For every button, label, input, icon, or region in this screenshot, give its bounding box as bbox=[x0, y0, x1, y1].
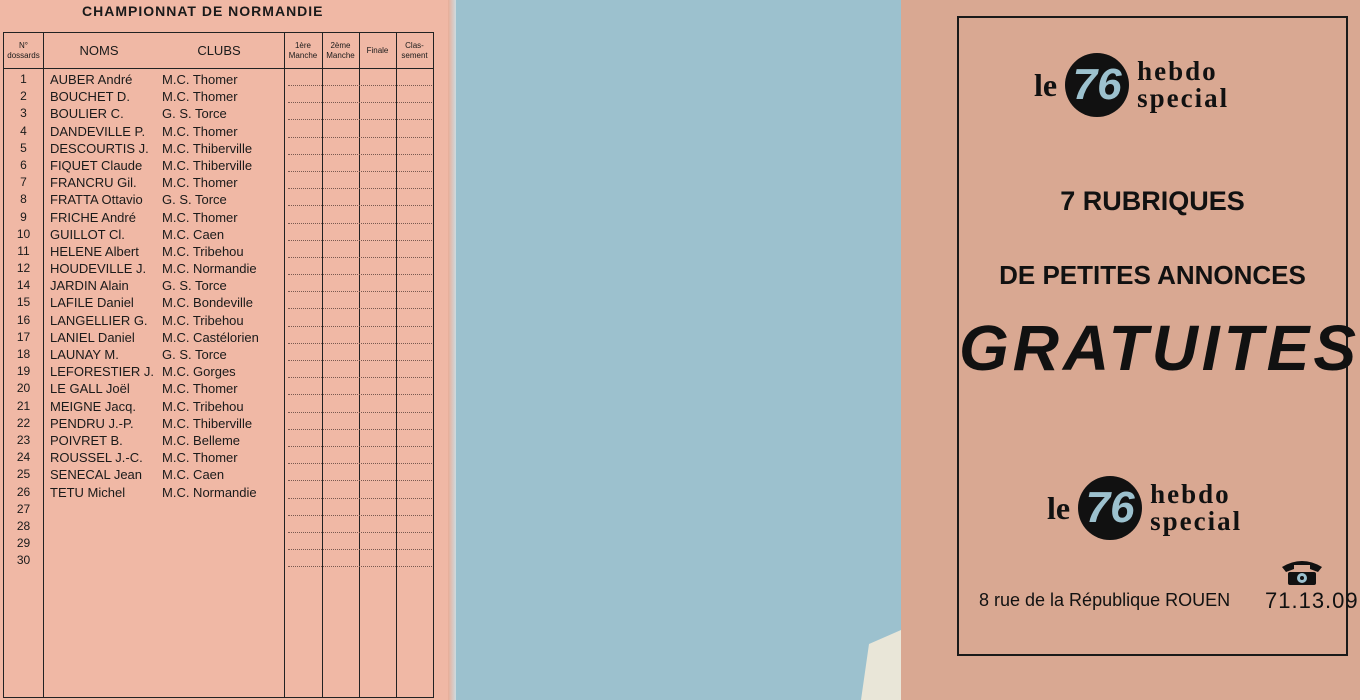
header-clubs: CLUBS bbox=[197, 43, 241, 58]
rider-name: DESCOURTIS J. bbox=[50, 140, 149, 156]
address: 8 rue de la République ROUEN bbox=[979, 590, 1231, 610]
rider-club: M.C. Thomer bbox=[162, 381, 238, 397]
rider-name: FRATTA Ottavio bbox=[50, 192, 143, 208]
table-row bbox=[4, 277, 433, 294]
rider-name: FRANCRU Gil. bbox=[50, 175, 137, 191]
header-classement: Clas- sement bbox=[401, 40, 428, 60]
page-corner bbox=[861, 630, 901, 700]
table-row bbox=[4, 88, 433, 105]
rider-name: AUBER André bbox=[50, 72, 133, 87]
table-row bbox=[4, 501, 433, 518]
rider-name: PENDRU J.-P. bbox=[50, 415, 134, 431]
telephone-icon bbox=[1280, 559, 1324, 587]
rider-name: BOULIER C. bbox=[50, 106, 124, 122]
page-title: CHAMPIONNAT DE NORMANDIE bbox=[82, 3, 324, 19]
dossard-number: 3 bbox=[20, 106, 27, 121]
dossard-number: 18 bbox=[16, 347, 31, 361]
header-manche2: 2ème Manche bbox=[326, 40, 355, 60]
right-page bbox=[456, 0, 1360, 700]
rider-club: M.C. Belleme bbox=[162, 432, 241, 448]
registration-table bbox=[3, 32, 434, 698]
table-row bbox=[4, 226, 433, 243]
rider-name: ROUSSEL J.-C. bbox=[50, 450, 143, 466]
table-row bbox=[4, 346, 433, 363]
dossard-number: 20 bbox=[16, 381, 31, 396]
dossard-number: 19 bbox=[16, 364, 31, 379]
table-row bbox=[4, 518, 433, 535]
table-row bbox=[4, 105, 433, 122]
dossard-number: 27 bbox=[16, 501, 31, 516]
rider-club: M.C. Thomer bbox=[162, 123, 238, 139]
dossard-number: 11 bbox=[17, 243, 30, 258]
rider-name: LEFORESTIER J. bbox=[50, 364, 155, 380]
rider-name: FIQUET Claude bbox=[50, 157, 143, 173]
rider-club: M.C. Tribehou bbox=[162, 243, 244, 259]
table-row bbox=[4, 466, 433, 483]
logo-76-badge: 76 bbox=[1065, 53, 1129, 117]
rider-club: M.C. Thomer bbox=[162, 175, 238, 191]
rider-club: M.C. Caen bbox=[162, 467, 225, 483]
headline-rubriques: 7 RUBRIQUES bbox=[1060, 186, 1245, 216]
dossard-number: 29 bbox=[16, 536, 31, 551]
dossard-number: 28 bbox=[16, 518, 31, 533]
rider-club: M.C. Caen bbox=[162, 226, 225, 242]
table-row bbox=[4, 191, 433, 208]
rider-club: M.C. Thomer bbox=[162, 89, 238, 105]
dossard-number: 21 bbox=[16, 398, 31, 413]
dossard-number: 15 bbox=[16, 295, 31, 310]
dossard-number: 17 bbox=[16, 329, 31, 344]
rider-club: M.C. Thomer bbox=[162, 450, 238, 466]
rider-club: G. S. Torce bbox=[162, 106, 227, 122]
dossard-number: 23 bbox=[16, 432, 31, 447]
rider-name: BOUCHET D. bbox=[50, 89, 130, 105]
table-row bbox=[4, 157, 433, 174]
table-row bbox=[4, 380, 433, 397]
dossard-number: 1 bbox=[20, 72, 27, 86]
dossard-number: 4 bbox=[20, 123, 27, 138]
table-rows bbox=[4, 71, 433, 569]
rider-club: M.C. Castélorien bbox=[162, 329, 259, 345]
rider-club: G. S. Torce bbox=[162, 347, 227, 362]
rider-club: M.C. Tribehou bbox=[162, 312, 244, 328]
rider-club: G. S. Torce bbox=[162, 192, 227, 208]
dossard-number: 25 bbox=[16, 467, 31, 482]
table-row bbox=[4, 312, 433, 329]
table-row bbox=[4, 294, 433, 311]
rider-club: M.C. Thiberville bbox=[162, 157, 253, 173]
dossard-number: 26 bbox=[16, 484, 31, 499]
rider-club: M.C. Gorges bbox=[162, 364, 236, 380]
phone-number: 71.13.09 bbox=[1265, 588, 1359, 613]
rider-name: LE GALL Joël bbox=[50, 381, 130, 397]
rider-name: JARDIN Alain bbox=[50, 278, 129, 294]
table-row bbox=[4, 123, 433, 140]
header-dossard: N° dossards bbox=[7, 40, 40, 60]
rider-club: M.C. Normandie bbox=[162, 484, 257, 500]
dossard-number: 9 bbox=[20, 209, 27, 224]
dossard-number: 8 bbox=[20, 192, 27, 207]
table-row bbox=[4, 209, 433, 226]
table-row bbox=[4, 552, 433, 569]
logo-76-badge: 76 bbox=[1078, 476, 1142, 540]
rider-club: M.C. Thomer bbox=[162, 72, 238, 87]
advert-box bbox=[957, 16, 1360, 656]
table-row bbox=[4, 243, 433, 260]
rider-name: LANIEL Daniel bbox=[50, 329, 135, 345]
rider-name: HELENE Albert bbox=[50, 243, 139, 259]
table-row bbox=[4, 415, 433, 432]
rider-name: POIVRET B. bbox=[50, 432, 123, 448]
rider-name: LAUNAY M. bbox=[50, 347, 119, 362]
table-row bbox=[4, 140, 433, 157]
table-row bbox=[4, 535, 433, 552]
rider-club: M.C. Tribehou bbox=[162, 398, 244, 414]
dossard-number: 30 bbox=[16, 553, 31, 568]
dossard-number: 16 bbox=[16, 312, 31, 327]
rider-club: M.C. Normandie bbox=[162, 261, 257, 277]
table-row bbox=[4, 398, 433, 415]
dossard-number: 22 bbox=[16, 415, 31, 430]
dossard-number: 12 bbox=[16, 261, 31, 276]
rider-club: M.C. Thomer bbox=[162, 209, 238, 225]
rider-club: G. S. Torce bbox=[162, 278, 227, 294]
dossard-number: 7 bbox=[20, 175, 27, 190]
table-row bbox=[4, 71, 433, 88]
header-noms: NOMS bbox=[79, 43, 119, 58]
dossard-number: 24 bbox=[16, 450, 31, 465]
rider-name: LANGELLIER G. bbox=[50, 312, 148, 328]
left-page bbox=[0, 0, 456, 700]
headline-gratuites: GRATUITES bbox=[959, 312, 1360, 384]
rider-name: GUILLOT Cl. bbox=[50, 226, 125, 242]
table-row bbox=[4, 174, 433, 191]
rider-club: M.C. Thiberville bbox=[162, 140, 253, 156]
dossard-number: 14 bbox=[16, 278, 31, 293]
rider-club: M.C. Bondeville bbox=[162, 295, 254, 311]
header-finale: Finale bbox=[366, 45, 389, 55]
rider-name: SENECAL Jean bbox=[50, 467, 143, 483]
logo-top: le 76 hebdo special bbox=[1034, 53, 1229, 117]
rider-name: MEIGNE Jacq. bbox=[50, 398, 136, 414]
table-row bbox=[4, 449, 433, 466]
dossard-number: 10 bbox=[16, 226, 31, 241]
rider-name: HOUDEVILLE J. bbox=[50, 261, 147, 277]
rider-name: LAFILE Daniel bbox=[50, 295, 134, 311]
dossard-number: 2 bbox=[20, 89, 27, 104]
table-row bbox=[4, 432, 433, 449]
dossard-number: 6 bbox=[20, 157, 27, 172]
header-manche1: 1ère Manche bbox=[288, 40, 318, 60]
table-row bbox=[4, 260, 433, 277]
rider-name: FRICHE André bbox=[50, 209, 136, 225]
dossard-number: 5 bbox=[20, 140, 27, 155]
table-row bbox=[4, 329, 433, 346]
table-row bbox=[4, 484, 433, 501]
logo-bottom: le 76 hebdo special bbox=[1047, 476, 1242, 540]
rider-name: TETU Michel bbox=[50, 484, 126, 500]
table-row bbox=[4, 363, 433, 380]
headline-petites-annonces: DE PETITES ANNONCES bbox=[999, 260, 1306, 290]
rider-name: DANDEVILLE P. bbox=[50, 123, 146, 139]
rider-club: M.C. Thiberville bbox=[162, 415, 253, 431]
